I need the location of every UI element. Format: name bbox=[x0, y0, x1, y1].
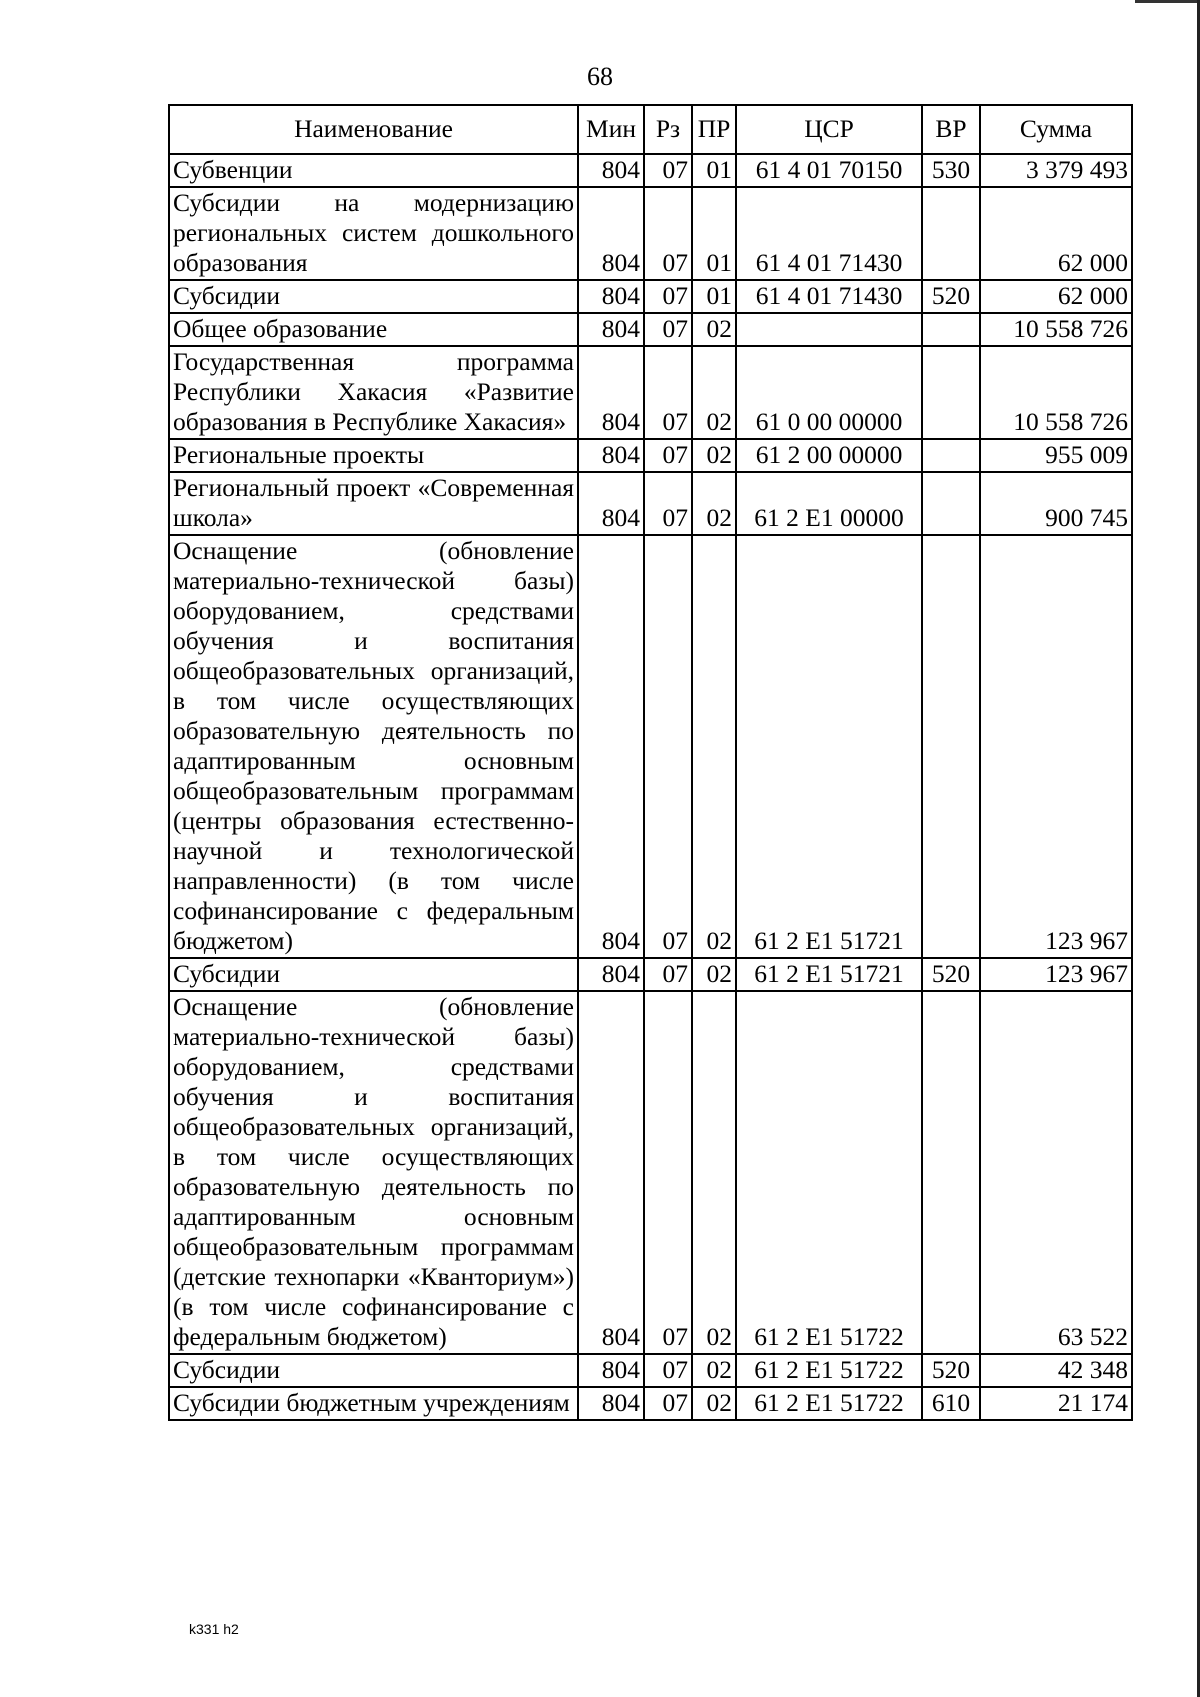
table-row bbox=[169, 1354, 1132, 1387]
cell-min: 804 bbox=[578, 991, 644, 1354]
cell-min: 804 bbox=[578, 535, 644, 958]
cell-pr: 01 bbox=[692, 187, 736, 280]
cell-csr: 61 4 01 71430 bbox=[736, 280, 922, 313]
cell-rz: 07 bbox=[644, 439, 692, 472]
cell-rz: 07 bbox=[644, 535, 692, 958]
cell-name: Общее образование bbox=[169, 313, 578, 346]
cell-min: 804 bbox=[578, 154, 644, 187]
table-row bbox=[169, 439, 1132, 472]
cell-sum: 123 967 bbox=[980, 958, 1132, 991]
cell-rz: 07 bbox=[644, 958, 692, 991]
cell-sum: 10 558 726 bbox=[980, 313, 1132, 346]
cell-sum: 3 379 493 bbox=[980, 154, 1132, 187]
header-min: Мин bbox=[578, 105, 644, 154]
table-row bbox=[169, 187, 1132, 280]
cell-name: Региональные проекты bbox=[169, 439, 578, 472]
cell-vr: 520 bbox=[922, 1354, 980, 1387]
cell-csr: 61 4 01 71430 bbox=[736, 187, 922, 280]
cell-name: Субвенции bbox=[169, 154, 578, 187]
cell-min: 804 bbox=[578, 1354, 644, 1387]
scan-edge-top bbox=[1135, 0, 1200, 3]
budget-table bbox=[168, 104, 1133, 1421]
cell-csr: 61 4 01 70150 bbox=[736, 154, 922, 187]
header-rz: Рз bbox=[644, 105, 692, 154]
cell-min: 804 bbox=[578, 958, 644, 991]
cell-pr: 02 bbox=[692, 958, 736, 991]
cell-pr: 02 bbox=[692, 1354, 736, 1387]
table-row bbox=[169, 991, 1132, 1354]
cell-name: Региональный проект «Современная школа» bbox=[169, 472, 578, 535]
cell-min: 804 bbox=[578, 187, 644, 280]
cell-name: Субсидии bbox=[169, 1354, 578, 1387]
cell-pr: 01 bbox=[692, 154, 736, 187]
table-row bbox=[169, 1387, 1132, 1420]
cell-rz: 07 bbox=[644, 187, 692, 280]
cell-pr: 02 bbox=[692, 439, 736, 472]
table-row bbox=[169, 280, 1132, 313]
header-vr: ВР bbox=[922, 105, 980, 154]
cell-vr bbox=[922, 535, 980, 958]
cell-csr: 61 2 E1 00000 bbox=[736, 472, 922, 535]
cell-sum: 21 174 bbox=[980, 1387, 1132, 1420]
cell-sum: 42 348 bbox=[980, 1354, 1132, 1387]
cell-sum: 123 967 bbox=[980, 535, 1132, 958]
cell-csr: 61 0 00 00000 bbox=[736, 346, 922, 439]
cell-pr: 01 bbox=[692, 280, 736, 313]
cell-name: Субсидии на модернизацию региональных систем дошкольного образования bbox=[169, 187, 578, 280]
table-row bbox=[169, 154, 1132, 187]
cell-rz: 07 bbox=[644, 280, 692, 313]
cell-rz: 07 bbox=[644, 472, 692, 535]
cell-vr: 520 bbox=[922, 280, 980, 313]
cell-min: 804 bbox=[578, 1387, 644, 1420]
cell-vr: 530 bbox=[922, 154, 980, 187]
cell-rz: 07 bbox=[644, 1387, 692, 1420]
cell-name: Субсидии бюджетным учреждениям bbox=[169, 1387, 578, 1420]
cell-name: Оснащение (обновление материально-технической базы) оборудованием, средствами обучения и воспитания общеобразовательных организаций, в том числе осуществляющих образовательную деятельность по адаптированным основным общеобразовательным программам (центры образования естественно-научной и технологической направленности) (в том числе софинансирование с федеральным бюджетом) bbox=[169, 535, 578, 958]
cell-pr: 02 bbox=[692, 535, 736, 958]
cell-rz: 07 bbox=[644, 154, 692, 187]
cell-vr bbox=[922, 472, 980, 535]
cell-vr: 610 bbox=[922, 1387, 980, 1420]
cell-pr: 02 bbox=[692, 472, 736, 535]
cell-csr: 61 2 E1 51722 bbox=[736, 1387, 922, 1420]
cell-min: 804 bbox=[578, 346, 644, 439]
table-row bbox=[169, 313, 1132, 346]
cell-sum: 62 000 bbox=[980, 187, 1132, 280]
cell-csr: 61 2 E1 51722 bbox=[736, 991, 922, 1354]
cell-rz: 07 bbox=[644, 313, 692, 346]
cell-csr: 61 2 E1 51721 bbox=[736, 958, 922, 991]
cell-vr bbox=[922, 439, 980, 472]
cell-vr bbox=[922, 991, 980, 1354]
cell-rz: 07 bbox=[644, 991, 692, 1354]
cell-rz: 07 bbox=[644, 1354, 692, 1387]
table-row bbox=[169, 346, 1132, 439]
cell-min: 804 bbox=[578, 280, 644, 313]
cell-vr bbox=[922, 313, 980, 346]
cell-sum: 10 558 726 bbox=[980, 346, 1132, 439]
cell-pr: 02 bbox=[692, 346, 736, 439]
cell-name: Субсидии bbox=[169, 958, 578, 991]
table-row bbox=[169, 535, 1132, 958]
header-name: Наименование bbox=[169, 105, 578, 154]
cell-rz: 07 bbox=[644, 346, 692, 439]
cell-sum: 900 745 bbox=[980, 472, 1132, 535]
cell-pr: 02 bbox=[692, 991, 736, 1354]
cell-vr bbox=[922, 346, 980, 439]
cell-min: 804 bbox=[578, 472, 644, 535]
cell-min: 804 bbox=[578, 313, 644, 346]
header-pr: ПР bbox=[692, 105, 736, 154]
cell-name: Субсидии bbox=[169, 280, 578, 313]
table-row bbox=[169, 958, 1132, 991]
cell-min: 804 bbox=[578, 439, 644, 472]
cell-csr: 61 2 E1 51722 bbox=[736, 1354, 922, 1387]
header-row bbox=[169, 105, 1132, 154]
cell-pr: 02 bbox=[692, 313, 736, 346]
cell-vr bbox=[922, 187, 980, 280]
cell-sum: 62 000 bbox=[980, 280, 1132, 313]
table-row bbox=[169, 472, 1132, 535]
page-number: 68 bbox=[587, 62, 613, 91]
header-sum: Сумма bbox=[980, 105, 1132, 154]
cell-csr: 61 2 00 00000 bbox=[736, 439, 922, 472]
header-csr: ЦСР bbox=[736, 105, 922, 154]
cell-name: Государственная программа Республики Хакасия «Развитие образования в Республике Хакасия» bbox=[169, 346, 578, 439]
cell-sum: 955 009 bbox=[980, 439, 1132, 472]
cell-vr: 520 bbox=[922, 958, 980, 991]
cell-name: Оснащение (обновление материально-технической базы) оборудованием, средствами обучения и воспитания общеобразовательных организаций, в том числе осуществляющих образовательную деятельность по адаптированным основным общеобразовательным программам (детские технопарки «Кванториум») (в том числе софинансирование с федеральным бюджетом) bbox=[169, 991, 578, 1354]
footer-code: k331 h2 bbox=[189, 1621, 239, 1637]
cell-csr bbox=[736, 313, 922, 346]
cell-csr: 61 2 E1 51721 bbox=[736, 535, 922, 958]
cell-pr: 02 bbox=[692, 1387, 736, 1420]
cell-sum: 63 522 bbox=[980, 991, 1132, 1354]
